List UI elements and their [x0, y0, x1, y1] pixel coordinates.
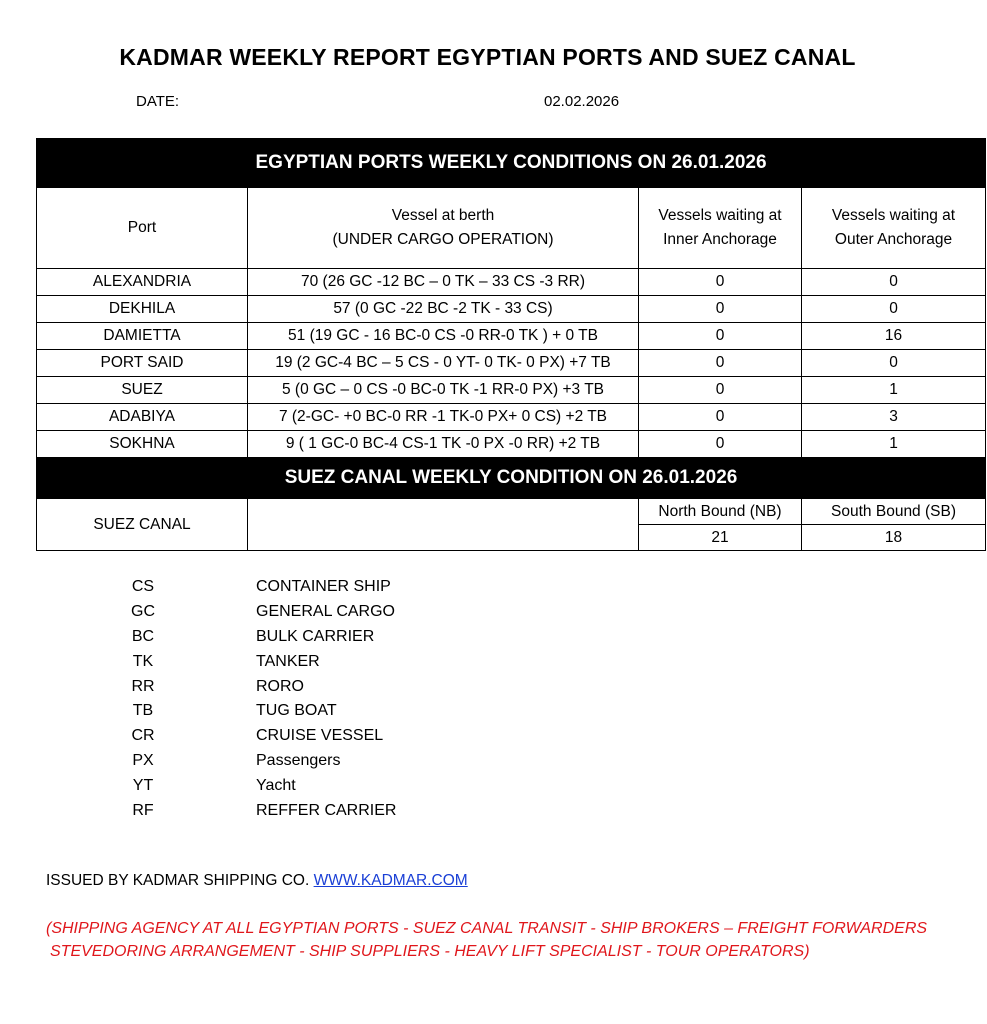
website-link[interactable]: WWW.KADMAR.COM: [313, 872, 468, 889]
ports-section-header: [37, 139, 986, 188]
date-value: 02.02.2026: [544, 93, 620, 110]
legend-item: [118, 798, 396, 823]
report-title: KADMAR WEEKLY REPORT EGYPTIAN PORTS AND SUEZ CANAL: [119, 44, 856, 70]
port-row-sokhna: [37, 431, 986, 458]
vessels-at-berth: 19 (2 GC-4 BC – 5 CS - 0 YT- 0 TK- 0 PX) +7 TB: [248, 350, 639, 377]
abbreviation-legend: [118, 575, 396, 823]
legend-meaning: BULK CARRIER: [256, 627, 375, 645]
inner-anchorage-count: 0: [639, 404, 802, 431]
port-row-damietta: [37, 323, 986, 350]
legend-item: [118, 625, 396, 650]
port-row-port-said: [37, 350, 986, 377]
legend-meaning: CONTAINER SHIP: [256, 578, 391, 596]
column-header-port: Port: [37, 188, 248, 269]
ports-column-header-row: [37, 188, 986, 269]
vessels-at-berth: 7 (2-GC- +0 BC-0 RR -1 TK-0 PX+ 0 CS) +2 TB: [248, 404, 639, 431]
south-bound-value: 18: [802, 525, 986, 551]
services-statement: [46, 917, 976, 963]
port-row-adabiya: [37, 404, 986, 431]
vessels-at-berth: 5 (0 GC – 0 CS -0 BC-0 TK -1 RR-0 PX) +3 TB: [248, 377, 639, 404]
ports-section-heading: EGYPTIAN PORTS WEEKLY CONDITIONS ON 26.01.2026: [37, 139, 986, 188]
legend-abbr: CR: [131, 727, 155, 745]
port-name: DAMIETTA: [37, 323, 248, 350]
column-header-inner-line2: Inner Anchorage: [663, 231, 777, 248]
column-header-berth: [248, 188, 639, 269]
legend-item: [118, 773, 396, 798]
legend-abbr: BC: [131, 627, 155, 645]
legend-abbr: TK: [132, 652, 154, 670]
legend-meaning: GENERAL CARGO: [256, 603, 395, 621]
legend-item: [118, 749, 396, 774]
north-bound-label: North Bound (NB): [639, 499, 802, 525]
canal-section-heading: SUEZ CANAL WEEKLY CONDITION ON 26.01.2026: [37, 458, 986, 499]
outer-anchorage-count: 1: [802, 377, 986, 404]
south-bound-label: South Bound (SB): [802, 499, 986, 525]
date-label: DATE:: [136, 93, 180, 110]
column-header-outer-line1: Vessels waiting at: [831, 207, 956, 224]
column-header-berth-line1: Vessel at berth: [391, 207, 495, 224]
legend-meaning: TUG BOAT: [256, 702, 337, 720]
port-name: ADABIYA: [37, 404, 248, 431]
inner-anchorage-count: 0: [639, 296, 802, 323]
inner-anchorage-count: 0: [639, 323, 802, 350]
legend-meaning: RORO: [256, 677, 304, 695]
column-header-inner-line1: Vessels waiting at: [658, 207, 782, 224]
legend-abbr: RR: [131, 677, 155, 695]
legend-meaning: Yacht: [256, 776, 296, 794]
legend-abbr: RF: [132, 801, 154, 819]
legend-abbr: GC: [131, 603, 155, 621]
column-header-berth-line2: (UNDER CARGO OPERATION): [332, 231, 554, 248]
vessels-at-berth: 57 (0 GC -22 BC -2 TK - 33 CS): [248, 296, 639, 323]
legend-item: [118, 649, 396, 674]
column-header-outer-line2: Outer Anchorage: [834, 231, 953, 248]
canal-section-header: [37, 458, 986, 499]
legend-item: [118, 674, 396, 699]
inner-anchorage-count: 0: [639, 377, 802, 404]
legend-meaning: CRUISE VESSEL: [256, 727, 384, 745]
port-name: ALEXANDRIA: [37, 269, 248, 296]
column-header-inner-anchorage: [639, 188, 802, 269]
port-name: DEKHILA: [37, 296, 248, 323]
port-row-suez: [37, 377, 986, 404]
issued-by-line: [46, 872, 468, 890]
legend-meaning: Passengers: [256, 751, 341, 769]
report-table: [36, 138, 986, 551]
inner-anchorage-count: 0: [639, 350, 802, 377]
outer-anchorage-count: 3: [802, 404, 986, 431]
port-name: SOKHNA: [37, 431, 248, 458]
vessels-at-berth: 70 (26 GC -12 BC – 0 TK – 33 CS -3 RR): [248, 269, 639, 296]
north-bound-value: 21: [639, 525, 802, 551]
vessels-at-berth: 9 ( 1 GC-0 BC-4 CS-1 TK -0 PX -0 RR) +2 TB: [248, 431, 639, 458]
legend-abbr: CS: [131, 578, 155, 596]
vessels-at-berth: 51 (19 GC - 16 BC-0 CS -0 RR-0 TK ) + 0 TB: [248, 323, 639, 350]
legend-item: [118, 724, 396, 749]
port-row-dekhila: [37, 296, 986, 323]
legend-item: [118, 600, 396, 625]
outer-anchorage-count: 0: [802, 350, 986, 377]
canal-name: SUEZ CANAL: [37, 499, 248, 551]
port-row-alexandria: [37, 269, 986, 296]
port-name: SUEZ: [37, 377, 248, 404]
issued-by-text: ISSUED BY KADMAR SHIPPING CO.: [46, 872, 310, 889]
legend-abbr: TB: [132, 702, 154, 720]
canal-label-row: [37, 499, 986, 525]
outer-anchorage-count: 1: [802, 431, 986, 458]
outer-anchorage-count: 0: [802, 269, 986, 296]
legend-abbr: PX: [132, 751, 154, 769]
inner-anchorage-count: 0: [639, 269, 802, 296]
services-line-1: (SHIPPING AGENCY AT ALL EGYPTIAN PORTS - SUEZ CANAL TRANSIT - SHIP BROKERS – FREIGHT FORWARDERS: [46, 920, 928, 937]
services-line-2: STEVEDORING ARRANGEMENT - SHIP SUPPLIERS - HEAVY LIFT SPECIALIST - TOUR OPERATORS): [50, 943, 810, 960]
outer-anchorage-count: 16: [802, 323, 986, 350]
legend-item: [118, 699, 396, 724]
inner-anchorage-count: 0: [639, 431, 802, 458]
column-header-outer-anchorage: [802, 188, 986, 269]
legend-abbr: YT: [132, 776, 154, 794]
legend-meaning: REFFER CARRIER: [256, 801, 397, 819]
legend-meaning: TANKER: [256, 652, 320, 670]
canal-empty-cell: [248, 499, 639, 551]
outer-anchorage-count: 0: [802, 296, 986, 323]
port-name: PORT SAID: [37, 350, 248, 377]
legend-item: [118, 575, 396, 600]
